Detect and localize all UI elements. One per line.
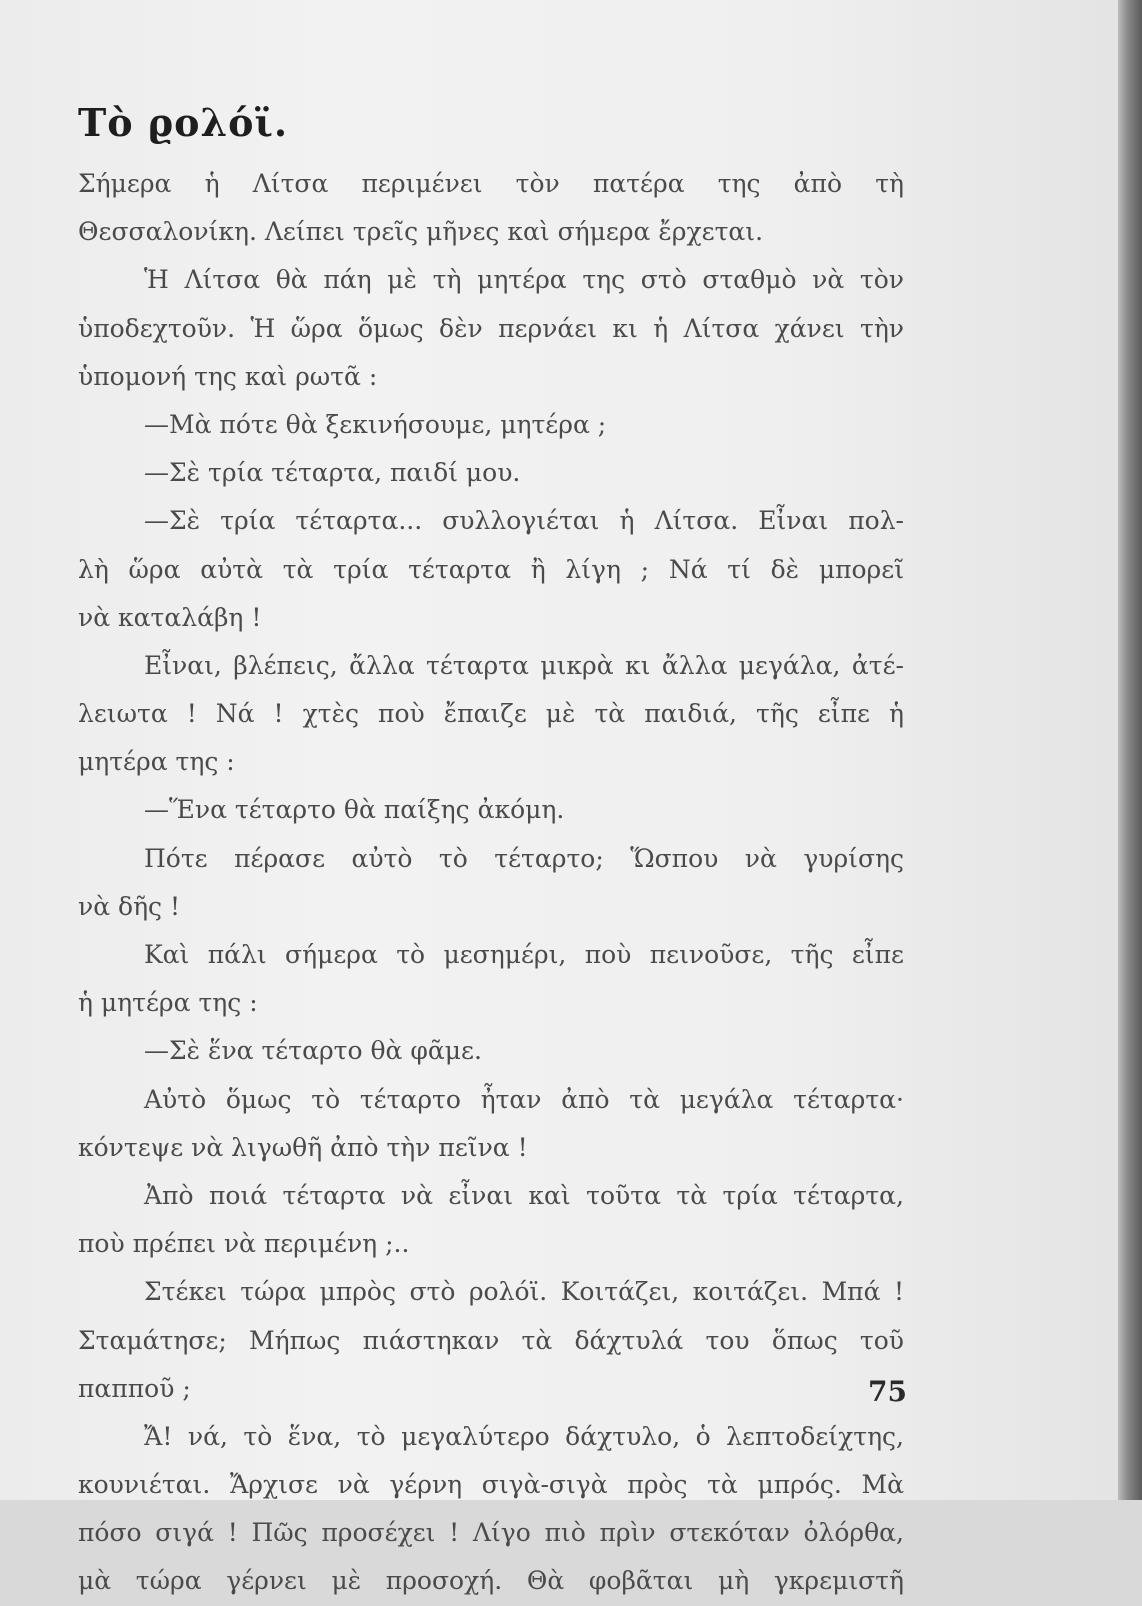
text-line: Θεσσαλονίκη. Λείπει τρεῖς μῆνες καὶ σήμερα ἔρχεται.	[78, 217, 764, 247]
text-line: λὴ ὥρα αὐτὰ τὰ τρία τέταρτα ἢ λίγη ; Νά τί δὲ μπορεῖ	[78, 554, 904, 584]
body-text	[78, 160, 904, 1606]
text-line: Πότε πέρασε αὐτὸ τὸ τέταρτο; Ὥσπου νὰ γυρίσης	[144, 843, 904, 873]
dialog-line: —Σὲ ἕνα τέταρτο θὰ φᾶμε.	[144, 1036, 482, 1066]
dialog-line: —Σὲ τρία τέταρτα... συλλογιέται ἡ Λίτσα. Εἶναι πολ-	[144, 506, 904, 536]
text-line: μὰ τώρα γέρνει μὲ προσοχή. Θὰ φοβᾶται μὴ γκρεμιστῆ	[78, 1566, 904, 1596]
page-number: 75	[868, 1375, 907, 1408]
text-line: Καὶ πάλι σήμερα τὸ μεσημέρι, ποὺ πεινοῦσε, τῆς εἶπε	[144, 940, 904, 969]
page-title: Τὸ ϱολόϊ.	[78, 100, 289, 145]
text-line: Ἡ Λίτσα θὰ πάη μὲ τὴ μητέρα της στὸ σταθμὸ νὰ τὸν	[144, 265, 904, 295]
text-line: κόντεψε νὰ λιγωθῆ ἀπὸ τὴν πεῖνα !	[78, 1132, 528, 1162]
text-line: ἡ μητέρα της :	[78, 988, 258, 1018]
text-line: λειωτα ! Νά ! χτὲς ποὺ ἔπαιζε μὲ τὰ παιδιά, τῆς εἶπε ἡ	[78, 699, 904, 729]
text-line: Στέκει τώρα μπρὸς στὸ ρολόϊ. Κοιτάζει, κοιτάζει. Μπά !	[144, 1277, 904, 1307]
text-line: ὑποδεχτοῦν. Ἡ ὥρα ὅμως δὲν περνάει κι ἡ Λίτσα χάνει τὴν	[78, 313, 904, 343]
text-line: ποὺ πρέπει νὰ περιμένη ;..	[78, 1229, 410, 1259]
text-line: Ἀπὸ ποιά τέταρτα νὰ εἶναι καὶ τοῦτα τὰ τρία τέταρτα,	[144, 1180, 904, 1210]
text-line: νὰ καταλάβη !	[78, 602, 262, 632]
text-line: Σταμάτησε; Μήπως πιάστηκαν τὰ δάχτυλά του ὅπως τοῦ	[78, 1325, 904, 1355]
dialog-line: —Σὲ τρία τέταρτα, παιδί μου.	[144, 458, 521, 488]
dialog-line: —Μὰ πότε θὰ ξεκινήσουμε, μητέρα ;	[144, 409, 607, 439]
text-line: νὰ δῆς !	[78, 891, 181, 921]
text-line: Αὐτὸ ὅμως τὸ τέταρτο ἦταν ἀπὸ τὰ μεγάλα τέταρτα·	[144, 1084, 904, 1114]
text-line: μητέρα της :	[78, 747, 235, 777]
text-line: παπποῦ ;	[78, 1373, 191, 1403]
text-line: Ἄ! νά, τὸ ἕνα, τὸ μεγαλύτερο δάχτυλο, ὁ λεπτοδείχτης,	[144, 1421, 904, 1451]
text-line: Εἶναι, βλέπεις, ἄλλα τέταρτα μικρὰ κι ἄλλα μεγάλα, ἀτέ-	[144, 650, 904, 680]
text-line: κουνιέται. Ἄρχισε νὰ γέρνη σιγὰ-σιγὰ πρὸς τὰ μπρός. Μὰ	[78, 1470, 904, 1500]
text-line: Σήμερα ἡ Λίτσα περιμένει τὸν πατέρα της ἀπὸ τὴ	[78, 169, 904, 198]
page-edge-shadow	[1118, 0, 1142, 1500]
text-line: ὑπομονή της καὶ ρωτᾶ :	[78, 361, 378, 391]
text-line: πόσο σιγά ! Πῶς προσέχει ! Λίγο πιὸ πρὶν στεκόταν ὀλόρθα,	[78, 1518, 904, 1548]
dialog-line: —Ἕνα τέταρτο θὰ παίξης ἀκόμη.	[144, 795, 565, 825]
